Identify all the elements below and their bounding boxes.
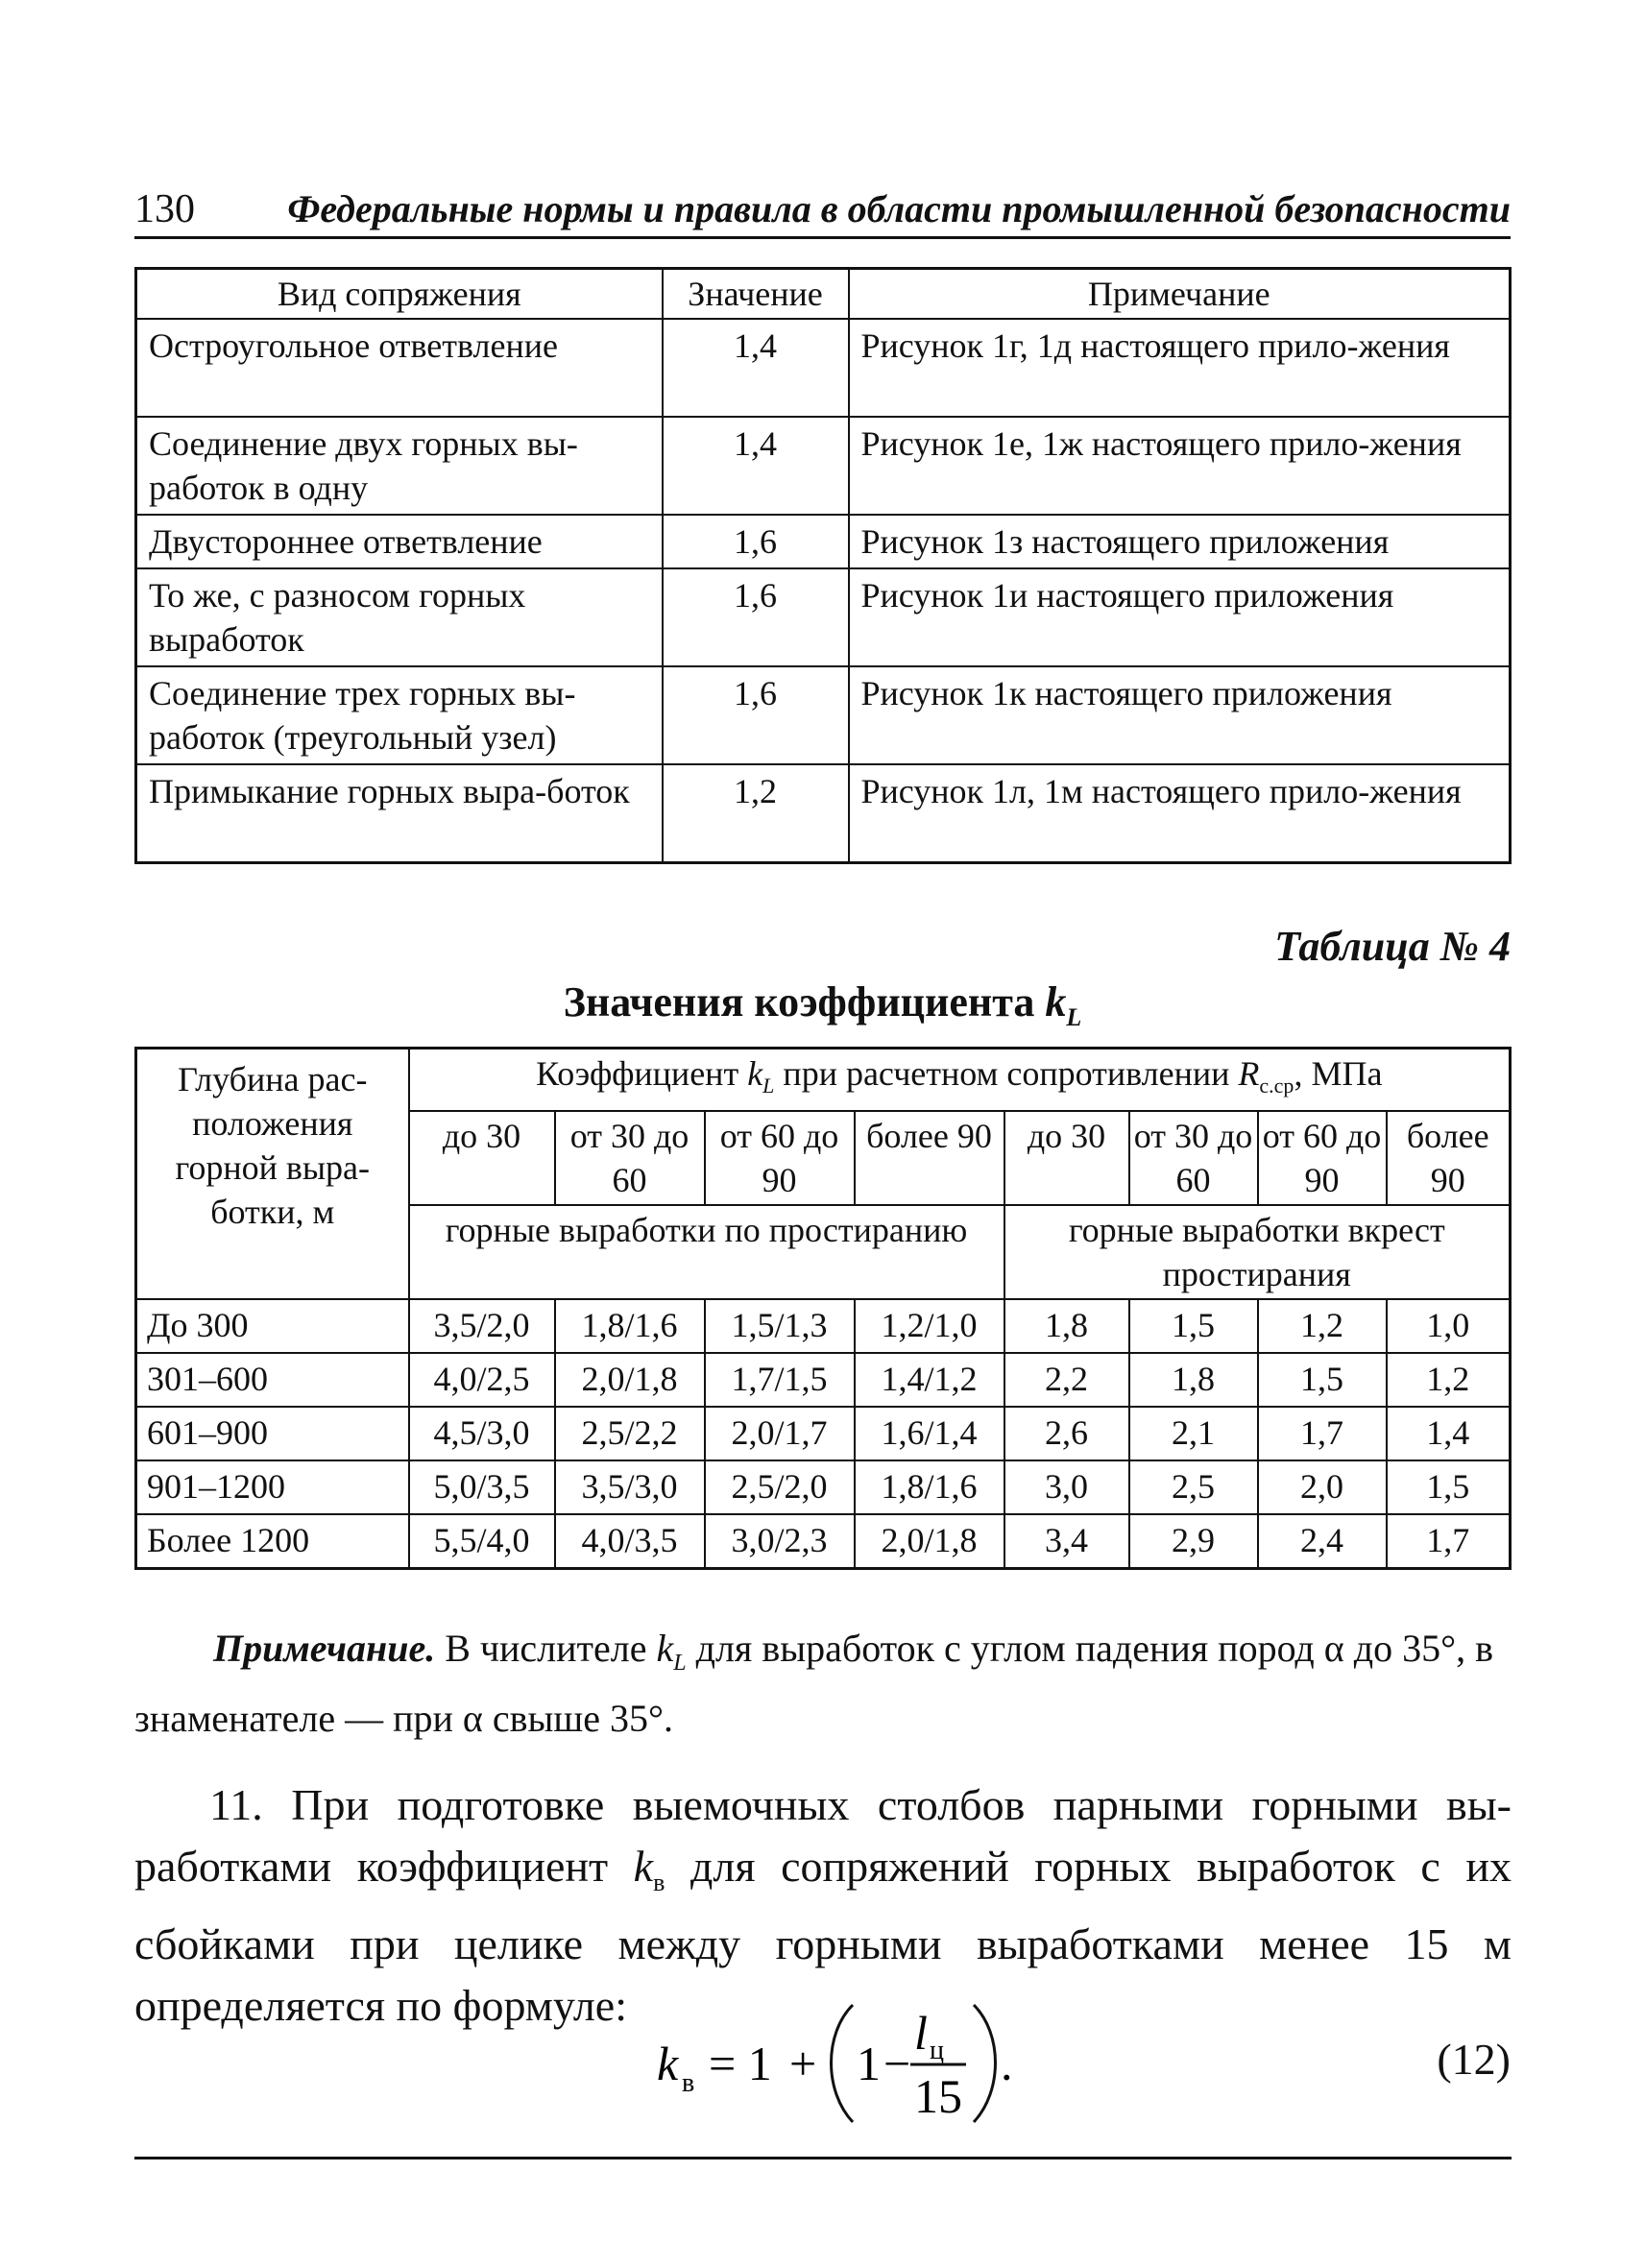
note-symbol: k: [656, 1627, 674, 1670]
cell-value: 1,4: [663, 319, 849, 417]
value-cell: 3,0/2,3: [705, 1514, 855, 1569]
para-text-pre: 11. При подготовке выемочных столбов парными горными вы-работками коэффициент: [134, 1780, 1512, 1891]
value-cell: 2,6: [1004, 1407, 1129, 1460]
cell-value: 1,6: [663, 515, 849, 568]
value-cell: 1,2/1,0: [855, 1299, 1004, 1353]
range-header: более 90: [855, 1111, 1004, 1205]
value-cell: 3,5/3,0: [555, 1460, 705, 1514]
group-header-across: горные выработки вкрест простирания: [1004, 1205, 1511, 1299]
value-cell: 2,4: [1258, 1514, 1387, 1569]
depth-header: Глубина рас-положения горной выра-ботки, м: [136, 1049, 409, 1300]
value-cell: 1,8/1,6: [555, 1299, 705, 1353]
value-cell: 2,1: [1129, 1407, 1258, 1460]
formula-period: .: [1001, 2037, 1013, 2090]
para-symbol: k: [633, 1842, 654, 1891]
cell-note: Рисунок 1л, 1м настоящего прило-жения: [849, 764, 1511, 863]
right-paren: [974, 2005, 996, 2122]
value-cell: 1,5: [1258, 1353, 1387, 1407]
page-number: 130: [134, 187, 195, 231]
value-cell: 1,2: [1387, 1353, 1511, 1407]
coef-symbol-sub: L: [762, 1074, 775, 1098]
depth-cell: 601–900: [136, 1407, 409, 1460]
value-cell: 1,5: [1387, 1460, 1511, 1514]
cell-type: Соединение двух горных вы-работок в одну: [136, 417, 663, 515]
formula-12: [653, 1995, 1037, 2130]
value-cell: 2,5/2,0: [705, 1460, 855, 1514]
table-row: [136, 319, 1511, 417]
value-cell: 3,4: [1004, 1514, 1129, 1569]
value-cell: 5,0/3,5: [409, 1460, 555, 1514]
value-cell: 1,7: [1258, 1407, 1387, 1460]
cell-value: 1,6: [663, 568, 849, 666]
coefficient-header: [409, 1049, 1511, 1112]
formula-graphic: [653, 1995, 1037, 2130]
value-cell: 1,0: [1387, 1299, 1511, 1353]
cell-value: 1,2: [663, 764, 849, 863]
range-header: более 90: [1387, 1111, 1511, 1205]
para-text-post: для сопряжений горных выработок с их сбойками при целике между горными выработками менее 15 м определяется по формуле:: [134, 1842, 1512, 2031]
value-cell: 2,2: [1004, 1353, 1129, 1407]
para-symbol-sub: в: [653, 1869, 665, 1897]
depth-cell: 901–1200: [136, 1460, 409, 1514]
table-row: [136, 1514, 1511, 1569]
caption-symbol: k: [1045, 978, 1067, 1025]
cell-note: Рисунок 1г, 1д настоящего прило-жения: [849, 319, 1511, 417]
range-header: до 30: [409, 1111, 555, 1205]
value-cell: 1,4: [1387, 1407, 1511, 1460]
value-cell: 1,5/1,3: [705, 1299, 855, 1353]
table-label: Таблица № 4: [1274, 923, 1511, 970]
value-cell: 3,5/2,0: [409, 1299, 555, 1353]
table-note: [134, 1621, 1512, 1747]
value-cell: 4,0/3,5: [555, 1514, 705, 1569]
equation-number: (12): [1437, 2035, 1511, 2084]
value-cell: 1,4/1,2: [855, 1353, 1004, 1407]
coefficient-table: [134, 1047, 1512, 1570]
coef-header-unit: , МПа: [1294, 1054, 1383, 1093]
conjunction-table: [134, 267, 1512, 864]
col-header-note: Примечание: [849, 269, 1511, 320]
table-row: [136, 666, 1511, 764]
note-text-pre: В числителе: [445, 1627, 647, 1670]
value-cell: 1,6/1,4: [855, 1407, 1004, 1460]
page-header: [134, 182, 1511, 239]
caption-text: Значения коэффициента: [563, 978, 1035, 1025]
cell-type: Остроугольное ответвление: [136, 319, 663, 417]
cell-value: 1,6: [663, 666, 849, 764]
table-row: [136, 515, 1511, 568]
value-cell: 2,0: [1258, 1460, 1387, 1514]
running-title: Федеральные нормы и правила в области промышленной безопасности: [287, 187, 1511, 230]
col-header-value: Значение: [663, 269, 849, 320]
cell-type: Примыкание горных выра-боток: [136, 764, 663, 863]
value-cell: 3,0: [1004, 1460, 1129, 1514]
value-cell: 2,9: [1129, 1514, 1258, 1569]
left-paren: [832, 2005, 854, 2122]
note-label: Примечание.: [213, 1627, 436, 1670]
formula-lhs: k: [657, 2037, 679, 2090]
value-cell: 2,0/1,8: [555, 1353, 705, 1407]
table-caption: [0, 977, 1645, 1032]
value-cell: 5,5/4,0: [409, 1514, 555, 1569]
coef-header-mid: при расчетном сопротивлении: [783, 1054, 1230, 1093]
depth-cell: 301–600: [136, 1353, 409, 1407]
cell-type: Двустороннее ответвление: [136, 515, 663, 568]
value-cell: 2,5/2,2: [555, 1407, 705, 1460]
value-cell: 1,5: [1129, 1299, 1258, 1353]
range-header: от 60 до 90: [1258, 1111, 1387, 1205]
formula-minus: −: [883, 2037, 911, 2090]
cell-note: Рисунок 1е, 1ж настоящего прило-жения: [849, 417, 1511, 515]
depth-cell: Более 1200: [136, 1514, 409, 1569]
formula-numerator: l: [914, 2006, 928, 2060]
note-text-post: для выработок с углом падения пород α до 35°, в знаменателе — при α свыше 35°.: [134, 1627, 1493, 1740]
value-cell: 1,8: [1004, 1299, 1129, 1353]
footer-rule: [134, 2157, 1512, 2159]
range-header: от 30 до 60: [1129, 1111, 1258, 1205]
col-header-type: Вид сопряжения: [136, 269, 663, 320]
range-header: от 60 до 90: [705, 1111, 855, 1205]
r-sub: с.ср: [1259, 1074, 1294, 1098]
table-row: [136, 1353, 1511, 1407]
formula-eq-one: = 1: [709, 2037, 772, 2090]
value-cell: 1,8/1,6: [855, 1460, 1004, 1514]
value-cell: 1,7/1,5: [705, 1353, 855, 1407]
value-cell: 2,0/1,7: [705, 1407, 855, 1460]
value-cell: 4,0/2,5: [409, 1353, 555, 1407]
value-cell: 2,0/1,8: [855, 1514, 1004, 1569]
table-row: [136, 764, 1511, 863]
cell-type: Соединение трех горных вы-работок (треугольный узел): [136, 666, 663, 764]
cell-note: Рисунок 1з настоящего приложения: [849, 515, 1511, 568]
value-cell: 1,7: [1387, 1514, 1511, 1569]
caption-symbol-sub: L: [1066, 1002, 1082, 1031]
value-cell: 1,2: [1258, 1299, 1387, 1353]
table-row: [136, 1460, 1511, 1514]
cell-note: Рисунок 1к настоящего приложения: [849, 666, 1511, 764]
table-row: [136, 1407, 1511, 1460]
range-header: до 30: [1004, 1111, 1129, 1205]
formula-inner-one: 1: [857, 2037, 881, 2090]
cell-note: Рисунок 1и настоящего приложения: [849, 568, 1511, 666]
cell-type: То же, с разносом горных выработок: [136, 568, 663, 666]
depth-cell: До 300: [136, 1299, 409, 1353]
table-row: [136, 417, 1511, 515]
table-row: [136, 568, 1511, 666]
group-header-along: горные выработки по простиранию: [409, 1205, 1004, 1299]
coef-symbol: k: [747, 1054, 763, 1093]
note-symbol-sub: L: [673, 1651, 687, 1676]
range-header: от 30 до 60: [555, 1111, 705, 1205]
value-cell: 1,8: [1129, 1353, 1258, 1407]
r-symbol: R: [1238, 1054, 1260, 1093]
coef-header-pre: Коэффициент: [536, 1054, 739, 1093]
formula-numerator-sub: ц: [930, 2036, 944, 2065]
table-row: [136, 1299, 1511, 1353]
formula-lhs-sub: в: [682, 2068, 695, 2098]
value-cell: 2,5: [1129, 1460, 1258, 1514]
cell-value: 1,4: [663, 417, 849, 515]
formula-plus: +: [789, 2037, 817, 2090]
value-cell: 4,5/3,0: [409, 1407, 555, 1460]
formula-denominator: 15: [914, 2069, 962, 2123]
